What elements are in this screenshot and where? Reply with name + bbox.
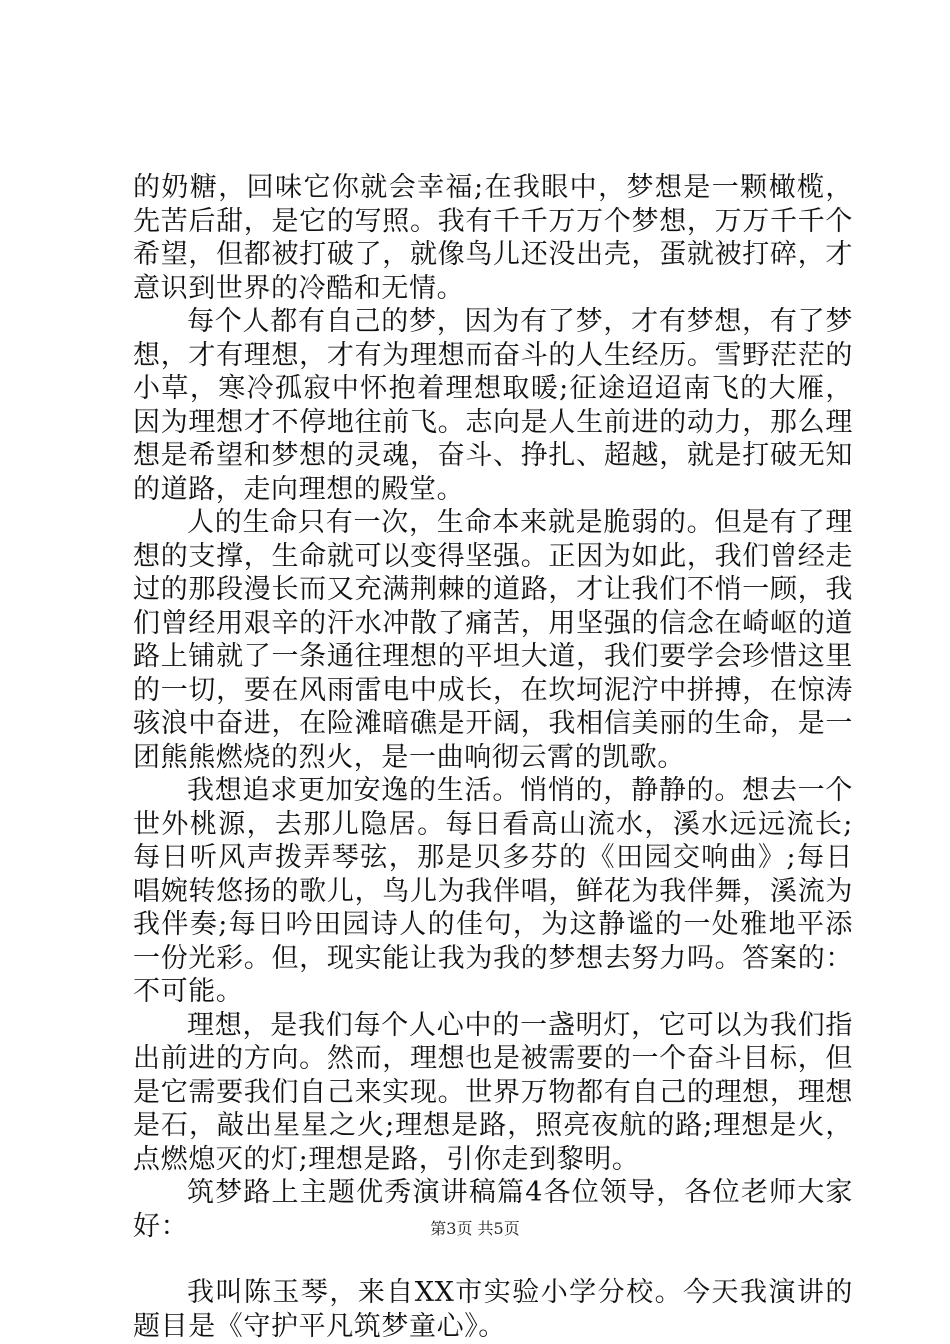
paragraph-dream: 每个人都有自己的梦，因为有了梦，才有梦想，有了梦想，才有理想，才有为理想而奋斗的人生经历。雪野茫茫的小草，寒冷孤寂中怀抱着理想取暖;征途迢迢南飞的大雁，因为理想才不停地往前飞。志向是人生前进的动力，那么理想是希望和梦想的灵魂，奋斗、挣扎、超越，就是打破无知的道路，走向理想的殿堂。	[133, 306, 853, 505]
paragraph-life: 人的生命只有一次，生命本来就是脆弱的。但是有了理想的支撑，生命就可以变得坚强。正因为如此，我们曾经走过的那段漫长而又充满荆棘的道路，才让我们不悄一顾，我们曾经用艰辛的汗水冲散了痛苦，用坚强的信念在崎岖的道路上铺就了一条通往理想的平坦大道，我们要学会珍惜这里的一切，要在风雨雷电中成长，在坎坷泥泞中拼搏，在惊涛骇浪中奋进，在险滩暗礁是开阔，我相信美丽的生命，是一团熊熊燃烧的烈火，是一曲响彻云霄的凯歌。	[133, 507, 853, 773]
paragraph-peaceful-life: 我想追求更加安逸的生活。悄悄的，静静的。想去一个世外桃源，去那儿隐居。每日看高山流水，溪水远远流长;每日听风声拨弄琴弦，那是贝多芬的《田园交响曲》;每日唱婉转悠扬的歌儿，鸟儿为我伴唱，鲜花为我伴舞，溪流为我伴奏;每日吟田园诗人的佳句，为这静谧的一处雅地平添一份光彩。但，现实能让我为我的梦想去努力吗。答案的：不可能。	[133, 775, 853, 1007]
page-number-footer: 第3页 共5页	[430, 1219, 520, 1238]
paragraph-continuation: 的奶糖，回味它你就会幸福;在我眼中，梦想是一颗橄榄，先苦后甜，是它的写照。我有千千万万个梦想，万万千千个希望，但都被打破了，就像鸟儿还没出壳，蛋就被打碎，才意识到世界的冷酷和无情。	[133, 172, 853, 304]
blank-line	[133, 1243, 853, 1276]
paragraph-ideal: 理想，是我们每个人心中的一盏明灯，它可以为我们指出前进的方向。然而，理想也是被需要的一个奋斗目标，但是它需要我们自己来实现。世界万物都有自己的理想，理想是石，敲出星星之火;理想是路，照亮夜航的路;理想是火，点燃熄灭的灯;理想是路，引你走到黎明。	[133, 1009, 853, 1175]
paragraph-speech-heading: 筑梦路上主题优秀演讲稿篇4各位领导，各位老师大家好：	[133, 1177, 853, 1242]
document-body	[133, 171, 853, 1343]
paragraph-speech-intro: 我叫陈玉琴，来自XX市实验小学分校。今天我演讲的题目是《守护平凡筑梦童心》。	[133, 1277, 853, 1342]
